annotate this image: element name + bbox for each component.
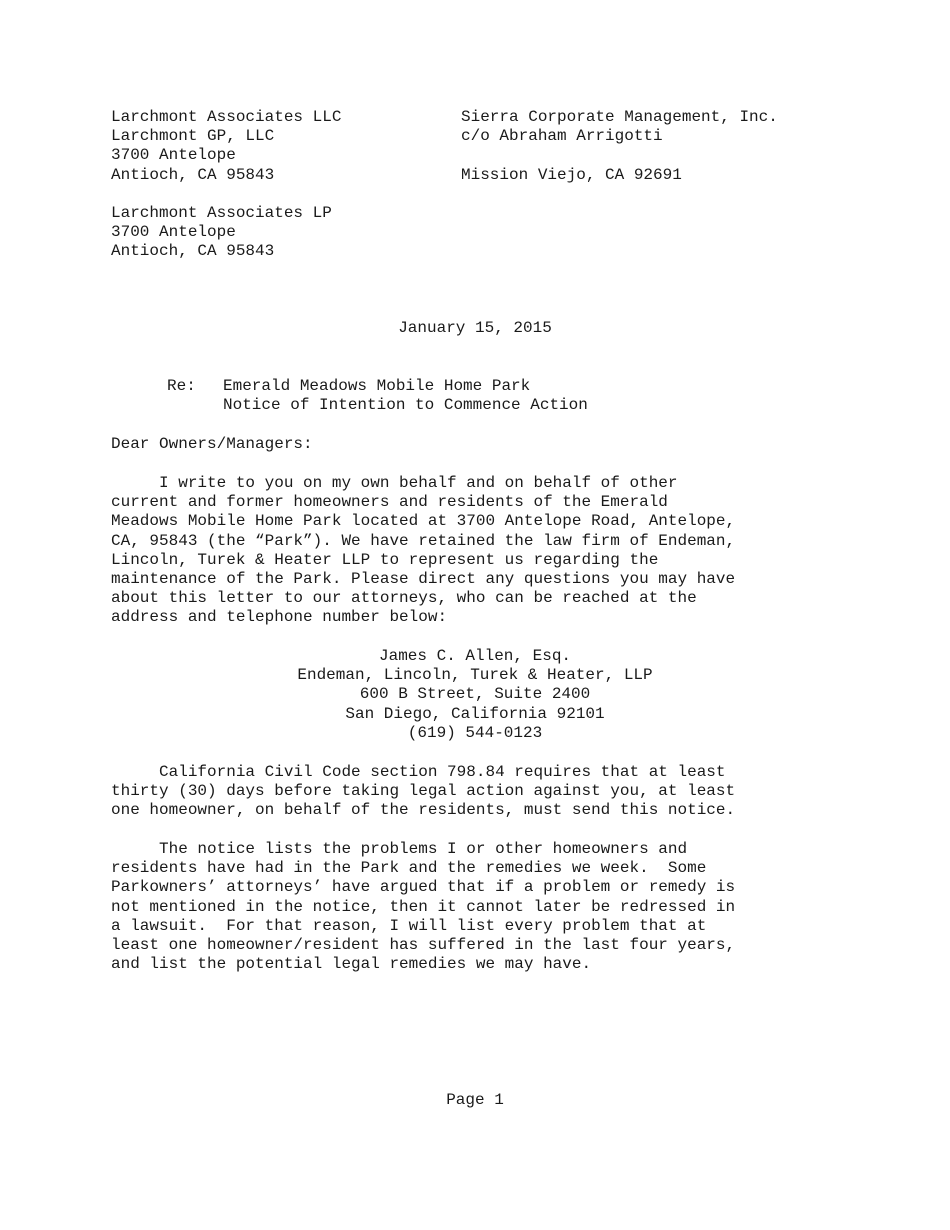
paragraph-line: a lawsuit. For that reason, I will list every problem that at — [111, 916, 707, 935]
recipient-right-line: c/o Abraham Arrigotti — [461, 127, 663, 146]
attorney-name: James C. Allen, Esq. — [378, 647, 572, 665]
re-subject-line: Notice of Intention to Commence Action — [223, 396, 588, 415]
recipient-left-line: 3700 Antelope — [111, 146, 236, 165]
re-label: Re: — [167, 377, 196, 395]
letter-date: January 15, 2015 — [398, 319, 552, 337]
paragraph-line: residents have had in the Park and the remedies we week. Some — [111, 859, 707, 878]
paragraph-line: address and telephone number below: — [111, 608, 448, 627]
paragraph-line: Meadows Mobile Home Park located at 3700 Antelope Road, Antelope, — [111, 512, 736, 531]
page-number: Page 1 — [446, 1091, 504, 1109]
attorney-street: 600 B Street, Suite 2400 — [359, 685, 591, 704]
paragraph-line: least one homeowner/resident has suffered in the last four years, — [111, 936, 736, 954]
recipient-second-line: 3700 Antelope — [111, 223, 236, 242]
recipient-second-line: Antioch, CA 95843 — [111, 242, 275, 261]
paragraph-line: Parkowners’ attorneys’ have argued that if a problem or remedy is — [111, 878, 736, 897]
paragraph-line: Lincoln, Turek & Heater LLP to represent us regarding the — [111, 550, 659, 569]
attorney-phone: (619) 544-0123 — [407, 723, 543, 742]
recipient-left-line: Larchmont GP, LLC — [111, 127, 275, 146]
paragraph-line: The notice lists the problems I or other homeowners and — [111, 840, 688, 858]
paragraph-line: and list the potential legal remedies we may have. — [111, 955, 592, 974]
recipient-second-line: Larchmont Associates LP — [111, 204, 332, 222]
paragraph-line: about this letter to our attorneys, who can be reached at the — [111, 589, 697, 608]
paragraph-line: current and former homeowners and residents of the Emerald — [111, 493, 668, 512]
paragraph-line: I write to you on my own behalf and on behalf of other — [111, 474, 678, 492]
paragraph-line: California Civil Code section 798.84 requires that at least — [111, 763, 726, 781]
recipient-right-line: Mission Viejo, CA 92691 — [461, 165, 682, 184]
attorney-firm: Endeman, Lincoln, Turek & Heater, LLP — [297, 666, 653, 685]
paragraph-line: thirty (30) days before taking legal action against you, at least — [111, 782, 736, 801]
paragraph-line: maintenance of the Park. Please direct any questions you may have — [111, 570, 736, 588]
recipient-left-line: Antioch, CA 95843 — [111, 165, 275, 184]
re-subject-line: Emerald Meadows Mobile Home Park — [223, 377, 531, 395]
attorney-city: San Diego, California 92101 — [345, 704, 605, 723]
recipient-right-line: Sierra Corporate Management, Inc. — [461, 108, 778, 126]
salutation: Dear Owners/Managers: — [111, 435, 313, 453]
paragraph-line: one homeowner, on behalf of the residents, must send this notice. — [111, 801, 736, 820]
recipient-left-line: Larchmont Associates LLC — [111, 108, 342, 126]
paragraph-line: not mentioned in the notice, then it cannot later be redressed in — [111, 897, 736, 916]
paragraph-line: CA, 95843 (the “Park”). We have retained the law firm of Endeman, — [111, 531, 736, 550]
